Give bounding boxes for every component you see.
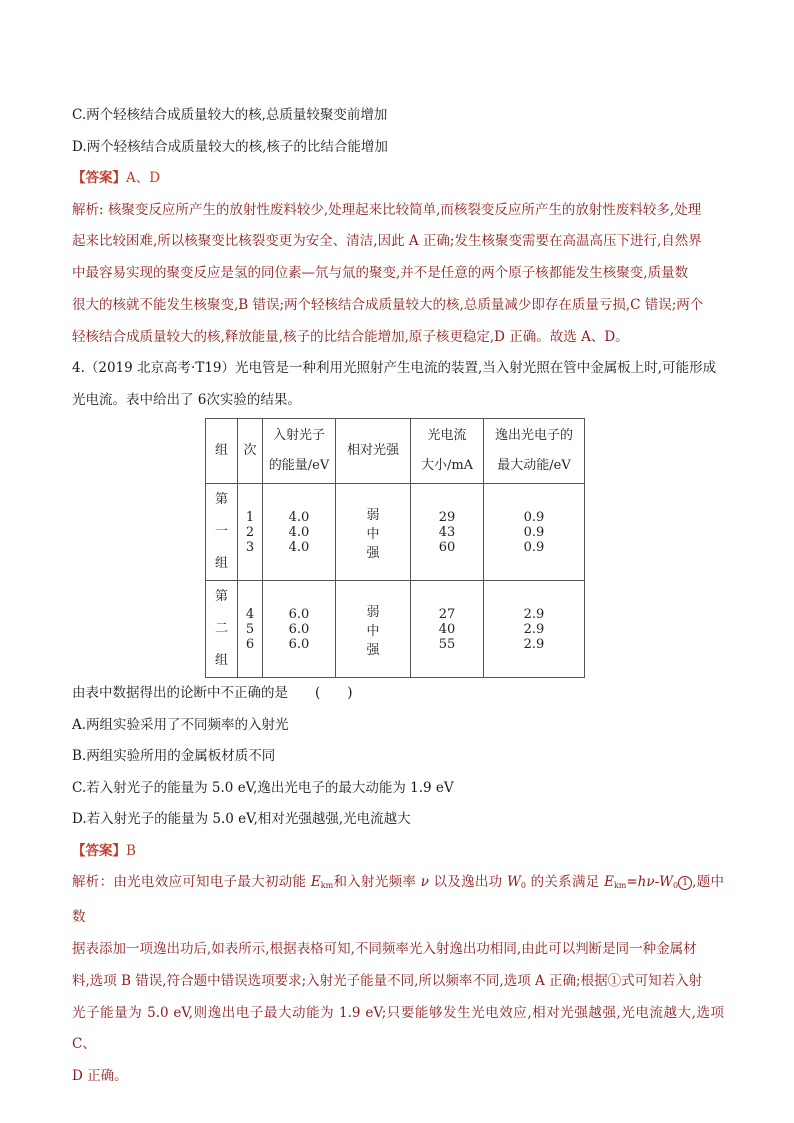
w-symbol: W bbox=[507, 874, 521, 891]
question-line: 光电流。表中给出了 6次实验的结果。 bbox=[72, 391, 301, 408]
text: 的关系满足 bbox=[526, 874, 605, 891]
cell-energy: 6.0 bbox=[288, 621, 310, 637]
header-current-line2: 大小/mA bbox=[420, 458, 474, 474]
explanation-line: 中最容易实现的聚变反应是氢的同位素—氘与氚的聚变,并不是任意的两个原子核都能发生核聚变,质量数 bbox=[72, 265, 689, 282]
circled-one-icon: 1 bbox=[678, 876, 692, 890]
question-stem bbox=[72, 678, 724, 710]
explanation-1 bbox=[72, 195, 724, 354]
cell-index: 6 bbox=[245, 636, 255, 652]
group-label bbox=[206, 484, 238, 581]
header-ke-line2: 最大动能/eV bbox=[497, 458, 571, 474]
group-label bbox=[206, 581, 238, 678]
cell-energy: 6.0 bbox=[288, 606, 310, 622]
option-b: B.两组实验所用的金属板材质不同 bbox=[72, 748, 276, 765]
option-c-prev: C.两个轻核结合成质量较大的核,总质量较聚变前增加 bbox=[72, 107, 388, 123]
formula: =hν-W bbox=[626, 874, 674, 891]
cell-current: 29 bbox=[438, 509, 456, 525]
cell-current: 55 bbox=[438, 636, 456, 652]
current-column bbox=[411, 484, 484, 581]
header-energy-line1: 入射光子 bbox=[272, 428, 325, 444]
cell-intensity: 强 bbox=[366, 545, 380, 561]
cell-index: 5 bbox=[245, 621, 255, 637]
group-label-char: 组 bbox=[214, 556, 228, 572]
explanation-line: 解析: 核聚变反应所产生的放射性废料较少,处理起来比较简单,而核裂变反应所产生的放射性废料较多,处理 bbox=[72, 201, 702, 218]
header-energy bbox=[263, 419, 336, 484]
explanation-line: 起来比较困难,所以核聚变比核裂变更为安全、清洁,因此 A 正确;发生核聚变需要在高温高压下进行,自然界 bbox=[72, 233, 702, 250]
header-energy-line2: 的能量/eV bbox=[268, 458, 330, 474]
stem-text: 由表中数据得出的论断中不正确的是 bbox=[72, 685, 288, 702]
cell-ke: 2.9 bbox=[523, 621, 545, 637]
explanation-line: 很大的核就不能发生核聚变,B 错误;两个轻核结合成质量较大的核,总质量减少即存在质量亏损,C 错误;两个 bbox=[72, 296, 704, 313]
header-current-line1: 光电流 bbox=[427, 428, 467, 444]
cell-intensity: 中 bbox=[366, 623, 380, 639]
nu-symbol: ν bbox=[420, 874, 429, 891]
index-column bbox=[238, 484, 263, 581]
ek-symbol: E bbox=[310, 874, 321, 891]
answer-label: 【答案】 bbox=[72, 170, 126, 186]
option-c: C.若入射光子的能量为 5.0 eV,逸出光电子的最大动能为 1.9 eV bbox=[72, 779, 454, 796]
ek-subscript: km bbox=[613, 881, 627, 891]
ek-symbol: E bbox=[604, 874, 614, 891]
cell-energy: 4.0 bbox=[288, 509, 310, 525]
answer-value: B bbox=[126, 842, 136, 859]
group-1 bbox=[206, 484, 585, 581]
ek-subscript: km bbox=[320, 881, 334, 891]
energy-column bbox=[263, 484, 336, 581]
intensity-column bbox=[336, 484, 411, 581]
intensity-column bbox=[336, 581, 411, 678]
text: 以及逸出功 bbox=[428, 874, 508, 891]
cell-intensity: 中 bbox=[366, 526, 380, 542]
text: 和入射光频率 bbox=[333, 874, 421, 891]
kinetic-energy-column bbox=[484, 581, 585, 678]
answer-1 bbox=[72, 163, 724, 195]
explanation-2 bbox=[72, 867, 724, 1093]
answer-label: 【答案】 bbox=[72, 842, 126, 859]
kinetic-energy-column bbox=[484, 484, 585, 581]
cell-intensity: 弱 bbox=[366, 604, 380, 620]
header-group: 组 bbox=[206, 419, 238, 484]
header-intensity: 相对光强 bbox=[336, 419, 411, 484]
cell-current: 43 bbox=[438, 524, 456, 540]
document-page bbox=[72, 100, 724, 1093]
cell-index: 2 bbox=[245, 524, 255, 540]
group-label-char: 组 bbox=[214, 653, 228, 669]
cell-index: 1 bbox=[245, 509, 255, 525]
cell-energy: 6.0 bbox=[288, 636, 310, 652]
w-subscript: 0 bbox=[520, 881, 527, 891]
header-current bbox=[411, 419, 484, 484]
answer-value: A、D bbox=[126, 170, 161, 186]
table-header-row bbox=[206, 419, 585, 484]
experiment-table bbox=[205, 418, 585, 678]
header-index: 次 bbox=[238, 419, 263, 484]
cell-current: 60 bbox=[438, 539, 456, 555]
option-a: A.两组实验采用了不同频率的入射光 bbox=[72, 716, 289, 733]
header-ke-line1: 逸出光电子的 bbox=[494, 428, 573, 444]
question-line: 4.（2019 北京高考·T19）光电管是一种利用光照射产生电流的装置,当入射光照在管中金属板上时,可能形成 bbox=[72, 360, 717, 377]
cell-ke: 0.9 bbox=[523, 524, 545, 540]
explanation-line: D 正确。 bbox=[72, 1068, 128, 1085]
cell-current: 40 bbox=[438, 621, 456, 637]
answer-blank: ( ) bbox=[315, 685, 353, 702]
energy-column bbox=[263, 581, 336, 678]
explanation-line: 轻核结合成质量较大的核,释放能量,核子的比结合能增加,原子核更稳定,D 正确。故选 A、D。 bbox=[72, 328, 629, 345]
text: ,题中数 bbox=[72, 874, 724, 926]
cell-ke: 0.9 bbox=[523, 509, 545, 525]
explanation-line: 料,选项 B 错误,符合题中错误选项要求;入射光子能量不同,所以频率不同,选项 A 正确;根据①式可知若入射 bbox=[72, 972, 703, 989]
cell-intensity: 弱 bbox=[366, 507, 380, 523]
explanation-line: 据表添加一项逸出功后,如表所示,根据表格可知,不同频率光入射逸出功相同,由此可以判断是同一种金属材 bbox=[72, 941, 697, 958]
cell-current: 27 bbox=[438, 606, 456, 622]
group-label-char: 二 bbox=[214, 621, 228, 637]
cell-ke: 2.9 bbox=[523, 636, 545, 652]
w-subscript: 0 bbox=[673, 881, 679, 891]
option-d: D.若入射光子的能量为 5.0 eV,相对光强越强,光电流越大 bbox=[72, 811, 411, 828]
cell-index: 3 bbox=[245, 539, 255, 555]
cell-intensity: 强 bbox=[366, 642, 380, 658]
cell-energy: 4.0 bbox=[288, 539, 310, 555]
explanation-line: 光子能量为 5.0 eV,则逸出电子最大动能为 1.9 eV;只要能够发生光电效应,相对光强越强,光电流越大,选项 C、 bbox=[72, 1004, 724, 1053]
cell-index: 4 bbox=[245, 606, 255, 622]
group-2 bbox=[206, 581, 585, 678]
index-column bbox=[238, 581, 263, 678]
group-label-char: 第 bbox=[214, 492, 228, 508]
question-4-intro bbox=[72, 353, 724, 416]
current-column bbox=[411, 581, 484, 678]
cell-ke: 0.9 bbox=[523, 539, 545, 555]
explanation-line-1 bbox=[72, 867, 724, 934]
option-d-prev: D.两个轻核结合成质量较大的核,核子的比结合能增加 bbox=[72, 138, 388, 155]
text: 解析：由光电效应可知电子最大初动能 bbox=[72, 874, 311, 891]
answer-2 bbox=[72, 836, 724, 868]
group-label-char: 第 bbox=[214, 589, 228, 605]
group-label-char: 一 bbox=[214, 524, 228, 540]
cell-ke: 2.9 bbox=[523, 606, 545, 622]
header-kinetic-energy bbox=[484, 419, 585, 484]
cell-energy: 4.0 bbox=[288, 524, 310, 540]
